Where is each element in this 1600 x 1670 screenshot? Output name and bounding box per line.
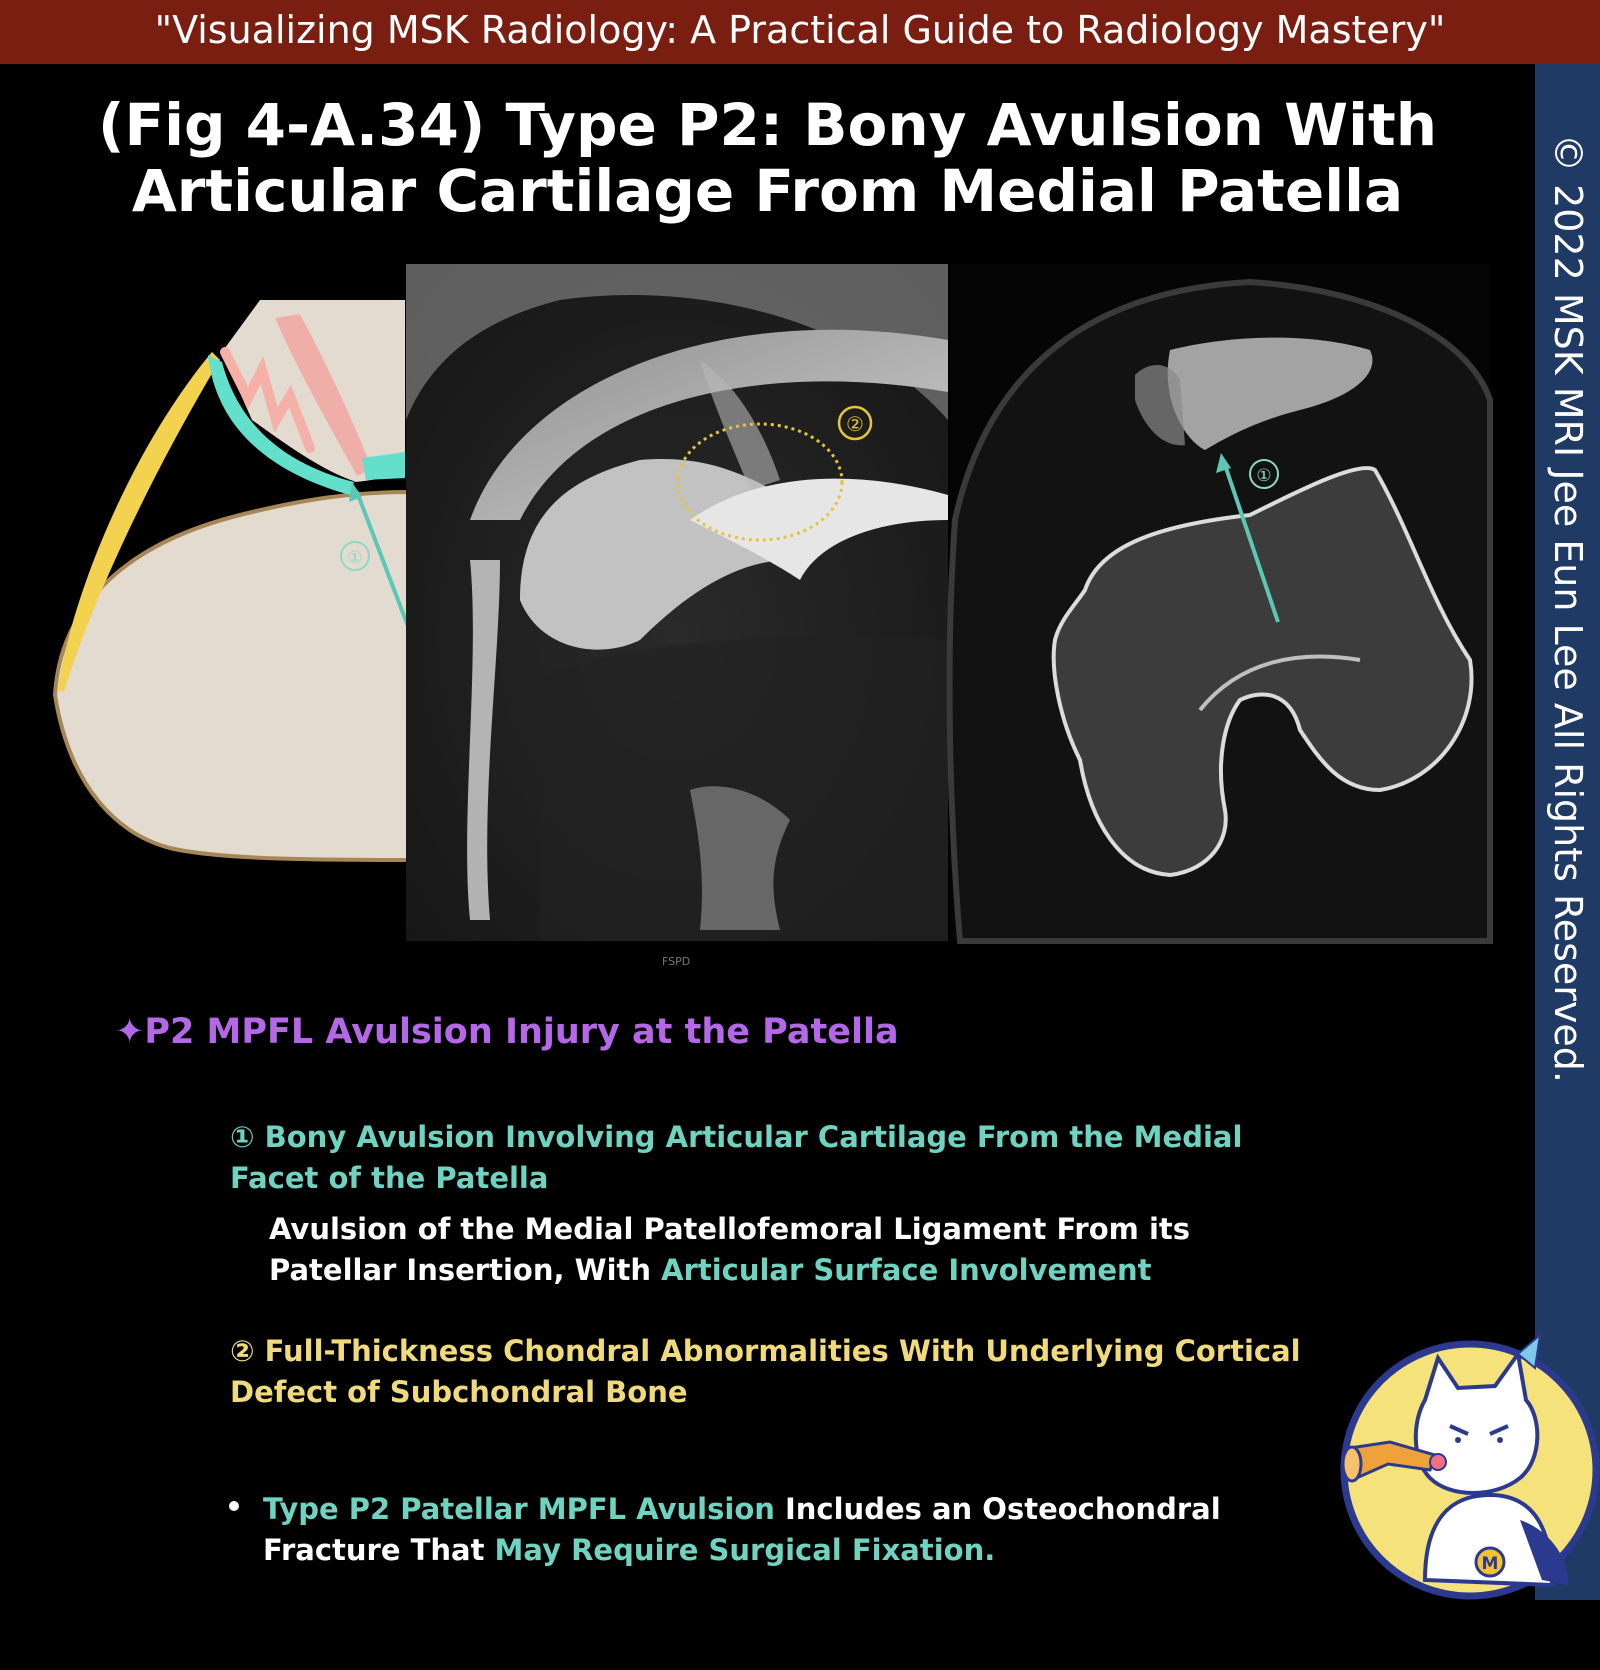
summary-bullet — [263, 1489, 1221, 1571]
item1-heading — [230, 1117, 1242, 1199]
bullet-line2-highlight: May Require Surgical Fixation. — [494, 1533, 996, 1567]
bullet-line1-highlight: Type P2 Patellar MPFL Avulsion — [263, 1492, 775, 1526]
section-heading: ✦P2 MPFL Avulsion Injury at the Patella — [115, 1012, 899, 1052]
ct-marker-1: ① — [1256, 466, 1272, 486]
bullet-dot — [226, 1498, 242, 1514]
schematic-illustration — [55, 300, 417, 860]
figure-title-line2: Articular Cartilage From Medial Patella — [131, 157, 1404, 225]
bullet-line2-plain: Fracture That — [263, 1533, 495, 1567]
figure-panels — [0, 255, 1505, 975]
svg-text:M: M — [1481, 1554, 1499, 1574]
mri-caption: FSPD — [662, 955, 691, 968]
bullet-line1-plain: Includes an Osteochondral — [774, 1492, 1221, 1526]
item1-heading-line1: ① Bony Avulsion Involving Articular Cartilage From the Medial — [230, 1120, 1243, 1154]
series-title: "Visualizing MSK Radiology: A Practical Guide to Radiology Mastery" — [154, 8, 1446, 52]
ct-panel — [950, 264, 1490, 941]
bullet-line1 — [263, 1489, 1221, 1530]
series-header — [0, 0, 1600, 64]
figure-title — [30, 92, 1505, 224]
item1-desc-line2 — [269, 1250, 1190, 1291]
item2-heading-line2: Defect of Subchondral Bone — [230, 1375, 688, 1409]
item2-heading-line1: ② Full-Thickness Chondral Abnormalities With Underlying Cortical — [230, 1334, 1301, 1368]
mri-marker-2: ② — [846, 412, 864, 436]
item2-heading — [230, 1331, 1301, 1413]
item1-desc-line1: Avulsion of the Medial Patellofemoral Ligament From its — [269, 1212, 1191, 1246]
cat-mascot-with-trumpet-icon — [1330, 1330, 1600, 1600]
schematic-marker-1: ① — [347, 548, 363, 568]
item1-desc-highlight: Articular Surface Involvement — [661, 1253, 1152, 1287]
copyright-text: © 2022 MSK MRI Jee Eun Lee All Rights Reserved. — [1546, 134, 1590, 1083]
mri-fspd-panel — [406, 264, 948, 941]
item1-description — [269, 1209, 1190, 1291]
item1-heading-line2: Facet of the Patella — [230, 1161, 549, 1195]
figure-title-line1: (Fig 4-A.34) Type P2: Bony Avulsion With — [97, 91, 1438, 159]
bullet-line2 — [263, 1530, 1221, 1571]
item1-desc-plain: Patellar Insertion, With — [269, 1253, 662, 1287]
